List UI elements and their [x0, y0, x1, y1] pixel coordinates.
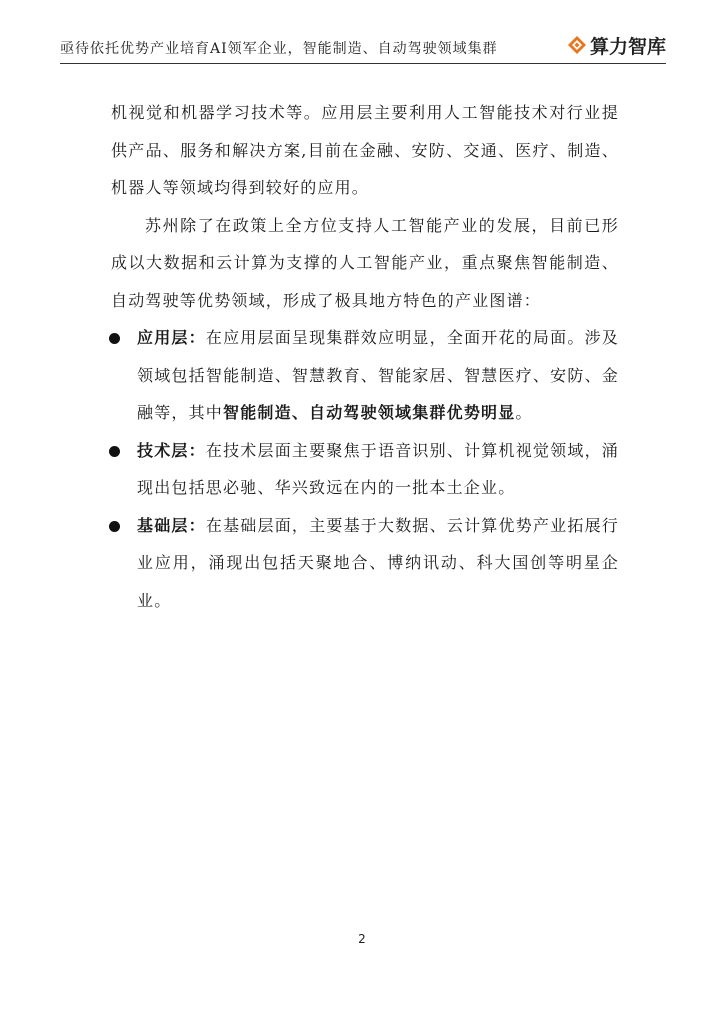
bullet-text — [137, 432, 619, 507]
paragraph-1: 机视觉和机器学习技术等。应用层主要利用人工智能技术对行业提供产品、服务和解决方案,目前在金融、安防、交通、医疗、制造、机器人等领域均得到较好的应用。 — [111, 103, 619, 197]
header-divider — [60, 63, 666, 64]
page-header — [60, 32, 666, 62]
diamond-logo-icon — [567, 35, 587, 55]
bullet-application-layer — [111, 319, 619, 432]
bullet-body: 在技术层面主要聚焦于语音识别、计算机视觉领域，涌现出包括思必驰、华兴致远在内的一批本土企业。 — [137, 440, 619, 497]
document-body — [111, 94, 619, 619]
bullet-emphasis: 智能制造、自动驾驶领域集群优势明显 — [223, 403, 516, 422]
bullet-dot-icon — [109, 333, 120, 344]
header-title: 亟待依托优势产业培育AI领军企业，智能制造、自动驾驶领域集群 — [60, 41, 498, 57]
brand-name: 算力智库 — [589, 35, 666, 58]
bullet-foundation-layer — [111, 507, 619, 620]
bullet-dot-icon — [109, 521, 120, 532]
bullet-label: 基础层： — [137, 515, 206, 535]
bullet-body: 在应用层面呈现集群效应明显，全面开花的局面。涉及领域包括智能制造、智慧教育、智能家居、智慧医疗、安防、金融等，其中 — [137, 328, 619, 422]
bullet-text — [137, 507, 619, 620]
bullet-body: 在基础层面，主要基于大数据、云计算优势产业拓展行业应用，涌现出包括天聚地合、博纳讯动、科大国创等明星企业。 — [137, 515, 619, 610]
bullet-technology-layer — [111, 432, 619, 507]
bullet-tail: 。 — [515, 403, 533, 422]
bullet-dot-icon — [109, 446, 120, 457]
bullet-text — [137, 319, 619, 432]
brand-logo — [567, 32, 666, 58]
bullet-label: 技术层： — [137, 440, 206, 460]
page-number: 2 — [358, 932, 366, 946]
paragraph-2: 苏州除了在政策上全方位支持人工智能产业的发展，目前已形成以大数据和云计算为支撑的人工智能产业，重点聚焦智能制造、自动驾驶等优势领域，形成了极具地方特色的产业图谱： — [111, 215, 619, 310]
bullet-label: 应用层： — [137, 328, 206, 347]
